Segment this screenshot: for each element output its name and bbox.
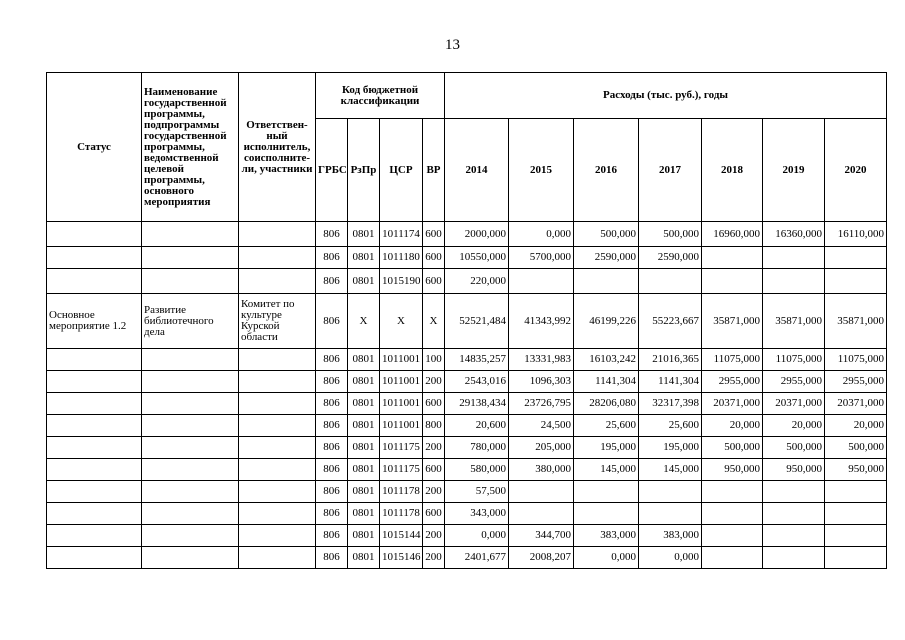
table-row	[47, 437, 887, 459]
vr-cell: 200	[423, 525, 445, 547]
grbs-cell: 806	[316, 247, 348, 269]
status-cell	[47, 393, 142, 415]
expense-value-2019	[763, 503, 825, 525]
expense-value-2014: 2543,016	[445, 371, 509, 393]
csr-cell: 1015144	[380, 525, 423, 547]
expense-value-2017: 32317,398	[639, 393, 702, 415]
program-name-cell	[142, 269, 239, 294]
expense-value-2014: 52521,484	[445, 294, 509, 349]
responsible-cell	[239, 371, 316, 393]
expense-value-2014: 57,500	[445, 481, 509, 503]
expense-value-2014: 14835,257	[445, 349, 509, 371]
csr-cell: 1011175	[380, 459, 423, 481]
expense-value-2017: 145,000	[639, 459, 702, 481]
expense-value-2015: 380,000	[509, 459, 574, 481]
grbs-cell: 806	[316, 481, 348, 503]
expense-value-2019: 20,000	[763, 415, 825, 437]
header-responsible: Ответствен-ный исполнитель, соисполните-ли, участники	[239, 73, 316, 222]
header-rzpr: РзПр	[348, 119, 380, 222]
expense-value-2017: 1141,304	[639, 371, 702, 393]
expense-value-2020: 500,000	[825, 437, 887, 459]
expense-value-2020: 20371,000	[825, 393, 887, 415]
responsible-cell	[239, 459, 316, 481]
table-row	[47, 247, 887, 269]
csr-cell: 1011001	[380, 393, 423, 415]
expense-value-2015: 2008,207	[509, 547, 574, 569]
grbs-cell: 806	[316, 269, 348, 294]
rzpr-cell: 0801	[348, 269, 380, 294]
expense-value-2015: 24,500	[509, 415, 574, 437]
header-year-2019: 2019	[763, 119, 825, 222]
rzpr-cell: 0801	[348, 393, 380, 415]
expense-value-2014: 780,000	[445, 437, 509, 459]
grbs-cell: 806	[316, 294, 348, 349]
table-row	[47, 503, 887, 525]
expense-value-2014: 220,000	[445, 269, 509, 294]
expense-value-2019: 500,000	[763, 437, 825, 459]
csr-cell: 1015190	[380, 269, 423, 294]
header-csr: ЦСР	[380, 119, 423, 222]
expense-value-2017: 500,000	[639, 222, 702, 247]
expense-value-2019: 950,000	[763, 459, 825, 481]
grbs-cell: 806	[316, 415, 348, 437]
expense-value-2016: 25,600	[574, 415, 639, 437]
program-name-cell	[142, 393, 239, 415]
expense-value-2019	[763, 269, 825, 294]
vr-cell: 200	[423, 371, 445, 393]
status-cell	[47, 222, 142, 247]
table-row	[47, 269, 887, 294]
expense-value-2016: 195,000	[574, 437, 639, 459]
expense-value-2018: 16960,000	[702, 222, 763, 247]
expense-value-2016	[574, 481, 639, 503]
budget-table	[46, 72, 887, 569]
expense-value-2014: 2401,677	[445, 547, 509, 569]
grbs-cell: 806	[316, 393, 348, 415]
responsible-cell	[239, 393, 316, 415]
grbs-cell: 806	[316, 371, 348, 393]
csr-cell: 1011175	[380, 437, 423, 459]
table-row	[47, 525, 887, 547]
expense-value-2016: 2590,000	[574, 247, 639, 269]
grbs-cell: 806	[316, 503, 348, 525]
expense-value-2020: 35871,000	[825, 294, 887, 349]
table-body	[47, 222, 887, 569]
vr-cell: 600	[423, 222, 445, 247]
expense-value-2018	[702, 269, 763, 294]
expense-value-2020: 2955,000	[825, 371, 887, 393]
rzpr-cell: 0801	[348, 525, 380, 547]
status-cell	[47, 415, 142, 437]
expense-value-2015: 13331,983	[509, 349, 574, 371]
expense-value-2016: 383,000	[574, 525, 639, 547]
expense-value-2020: 20,000	[825, 415, 887, 437]
expense-value-2019	[763, 481, 825, 503]
status-cell	[47, 459, 142, 481]
csr-cell: 1011001	[380, 415, 423, 437]
expense-value-2014: 20,600	[445, 415, 509, 437]
vr-cell: 200	[423, 547, 445, 569]
expense-value-2015: 0,000	[509, 222, 574, 247]
csr-cell: 1011174	[380, 222, 423, 247]
expense-value-2020	[825, 269, 887, 294]
table-row	[47, 371, 887, 393]
expense-value-2020: 11075,000	[825, 349, 887, 371]
table-row	[47, 349, 887, 371]
expense-value-2014: 10550,000	[445, 247, 509, 269]
expense-value-2018: 20,000	[702, 415, 763, 437]
vr-cell: 600	[423, 269, 445, 294]
status-cell	[47, 371, 142, 393]
expense-value-2015: 344,700	[509, 525, 574, 547]
vr-cell: 200	[423, 481, 445, 503]
rzpr-cell: 0801	[348, 481, 380, 503]
expense-value-2020	[825, 503, 887, 525]
expense-value-2015	[509, 481, 574, 503]
rzpr-cell: 0801	[348, 547, 380, 569]
program-name-cell	[142, 222, 239, 247]
header-year-2016: 2016	[574, 119, 639, 222]
table-row	[47, 393, 887, 415]
expense-value-2014: 0,000	[445, 525, 509, 547]
expense-value-2020	[825, 525, 887, 547]
header-vr: ВР	[423, 119, 445, 222]
rzpr-cell: 0801	[348, 503, 380, 525]
expense-value-2019	[763, 547, 825, 569]
expense-value-2017: 25,600	[639, 415, 702, 437]
expense-value-2020	[825, 481, 887, 503]
responsible-cell	[239, 547, 316, 569]
program-name-cell	[142, 503, 239, 525]
rzpr-cell: 0801	[348, 415, 380, 437]
responsible-cell	[239, 437, 316, 459]
expense-value-2014: 343,000	[445, 503, 509, 525]
expense-value-2015: 5700,000	[509, 247, 574, 269]
responsible-cell	[239, 349, 316, 371]
program-name-cell	[142, 525, 239, 547]
expense-value-2018: 500,000	[702, 437, 763, 459]
responsible-cell	[239, 269, 316, 294]
expense-value-2018: 2955,000	[702, 371, 763, 393]
table-row	[47, 459, 887, 481]
status-cell	[47, 437, 142, 459]
expense-value-2020: 950,000	[825, 459, 887, 481]
status-cell	[47, 525, 142, 547]
program-name-cell	[142, 349, 239, 371]
expense-value-2017: 383,000	[639, 525, 702, 547]
expense-value-2015: 205,000	[509, 437, 574, 459]
expense-value-2015	[509, 503, 574, 525]
header-grbs: ГРБС	[316, 119, 348, 222]
expense-value-2017: 55223,667	[639, 294, 702, 349]
responsible-cell	[239, 503, 316, 525]
vr-cell: 600	[423, 459, 445, 481]
expense-value-2018: 20371,000	[702, 393, 763, 415]
status-cell	[47, 269, 142, 294]
expense-value-2016	[574, 269, 639, 294]
expense-value-2019: 11075,000	[763, 349, 825, 371]
responsible-cell	[239, 247, 316, 269]
rzpr-cell: 0801	[348, 437, 380, 459]
header-budget-code: Код бюджетной классификации	[316, 73, 445, 119]
header-year-2014: 2014	[445, 119, 509, 222]
expense-value-2016: 145,000	[574, 459, 639, 481]
grbs-cell: 806	[316, 459, 348, 481]
rzpr-cell: 0801	[348, 247, 380, 269]
table-row	[47, 222, 887, 247]
header-expenses: Расходы (тыс. руб.), годы	[445, 73, 887, 119]
csr-cell: Х	[380, 294, 423, 349]
vr-cell: 200	[423, 437, 445, 459]
expense-value-2017: 21016,365	[639, 349, 702, 371]
expense-value-2017	[639, 481, 702, 503]
expense-value-2015	[509, 269, 574, 294]
expense-value-2018	[702, 525, 763, 547]
vr-cell: 600	[423, 503, 445, 525]
rzpr-cell: Х	[348, 294, 380, 349]
expense-value-2018: 11075,000	[702, 349, 763, 371]
header-program-name: Наименование государственной программы, подпрограммы государственной программы, ведомственной целевой программы, основного мероприятия	[142, 73, 239, 222]
expense-value-2016: 46199,226	[574, 294, 639, 349]
table-row	[47, 294, 887, 349]
status-cell	[47, 247, 142, 269]
responsible-cell	[239, 222, 316, 247]
expense-value-2018	[702, 247, 763, 269]
expense-value-2018	[702, 547, 763, 569]
expense-value-2019	[763, 247, 825, 269]
program-name-cell	[142, 415, 239, 437]
expense-value-2019: 2955,000	[763, 371, 825, 393]
expense-value-2019: 35871,000	[763, 294, 825, 349]
table-row	[47, 547, 887, 569]
status-cell	[47, 349, 142, 371]
expense-value-2019: 16360,000	[763, 222, 825, 247]
status-cell: Основное мероприятие 1.2	[47, 294, 142, 349]
grbs-cell: 806	[316, 547, 348, 569]
expense-value-2015: 41343,992	[509, 294, 574, 349]
status-cell	[47, 481, 142, 503]
expense-value-2017	[639, 503, 702, 525]
grbs-cell: 806	[316, 349, 348, 371]
program-name-cell	[142, 437, 239, 459]
grbs-cell: 806	[316, 222, 348, 247]
page-number: 13	[445, 37, 460, 53]
rzpr-cell: 0801	[348, 459, 380, 481]
csr-cell: 1011001	[380, 371, 423, 393]
status-cell	[47, 547, 142, 569]
expense-value-2016: 16103,242	[574, 349, 639, 371]
expense-value-2018: 950,000	[702, 459, 763, 481]
program-name-cell	[142, 247, 239, 269]
vr-cell: 600	[423, 247, 445, 269]
expense-value-2018: 35871,000	[702, 294, 763, 349]
expense-value-2014: 29138,434	[445, 393, 509, 415]
table-row	[47, 415, 887, 437]
responsible-cell	[239, 525, 316, 547]
rzpr-cell: 0801	[348, 222, 380, 247]
expense-value-2014: 2000,000	[445, 222, 509, 247]
program-name-cell	[142, 371, 239, 393]
header-year-2015: 2015	[509, 119, 574, 222]
vr-cell: 600	[423, 393, 445, 415]
responsible-cell: Комитет по культуре Курской области	[239, 294, 316, 349]
vr-cell: 100	[423, 349, 445, 371]
grbs-cell: 806	[316, 437, 348, 459]
expense-value-2020	[825, 247, 887, 269]
rzpr-cell: 0801	[348, 349, 380, 371]
program-name-cell	[142, 481, 239, 503]
expense-value-2017	[639, 269, 702, 294]
csr-cell: 1011180	[380, 247, 423, 269]
header-year-2018: 2018	[702, 119, 763, 222]
table-header	[47, 73, 887, 222]
expense-value-2016: 28206,080	[574, 393, 639, 415]
expense-value-2015: 1096,303	[509, 371, 574, 393]
expense-value-2016: 1141,304	[574, 371, 639, 393]
program-name-cell	[142, 459, 239, 481]
csr-cell: 1011178	[380, 481, 423, 503]
header-year-2020: 2020	[825, 119, 887, 222]
expense-value-2019	[763, 525, 825, 547]
program-name-cell	[142, 547, 239, 569]
header-year-2017: 2017	[639, 119, 702, 222]
expense-value-2017: 0,000	[639, 547, 702, 569]
rzpr-cell: 0801	[348, 371, 380, 393]
header-status: Статус	[47, 73, 142, 222]
vr-cell: 800	[423, 415, 445, 437]
expense-value-2017: 195,000	[639, 437, 702, 459]
expense-value-2014: 580,000	[445, 459, 509, 481]
expense-value-2017: 2590,000	[639, 247, 702, 269]
csr-cell: 1015146	[380, 547, 423, 569]
expense-value-2016	[574, 503, 639, 525]
expense-value-2020: 16110,000	[825, 222, 887, 247]
table-row	[47, 481, 887, 503]
expense-value-2019: 20371,000	[763, 393, 825, 415]
expense-value-2015: 23726,795	[509, 393, 574, 415]
csr-cell: 1011178	[380, 503, 423, 525]
program-name-cell: Развитие библиотечного дела	[142, 294, 239, 349]
grbs-cell: 806	[316, 525, 348, 547]
responsible-cell	[239, 415, 316, 437]
vr-cell: Х	[423, 294, 445, 349]
responsible-cell	[239, 481, 316, 503]
expense-value-2020	[825, 547, 887, 569]
status-cell	[47, 503, 142, 525]
expense-value-2018	[702, 481, 763, 503]
expense-value-2016: 0,000	[574, 547, 639, 569]
expense-value-2018	[702, 503, 763, 525]
csr-cell: 1011001	[380, 349, 423, 371]
expense-value-2016: 500,000	[574, 222, 639, 247]
